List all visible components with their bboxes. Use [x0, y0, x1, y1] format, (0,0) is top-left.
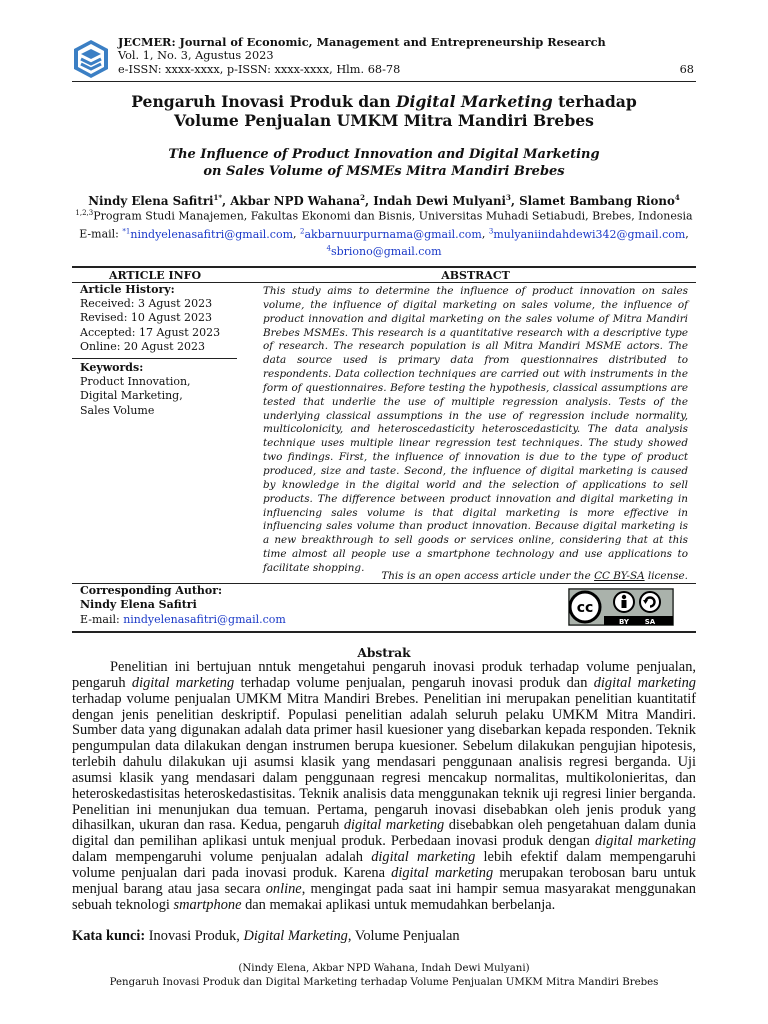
journal-logo-icon: [72, 38, 110, 80]
abstrak-italic-term: digital marketing: [391, 864, 494, 881]
abstract-header: ABSTRACT: [441, 269, 510, 282]
author-sup: 3: [506, 193, 511, 202]
info-divider: [72, 358, 237, 359]
abstrak-segment: lebih efektif dalam mempengaruhi volume penjualan dari pada inovasi produk. Karena: [72, 849, 696, 881]
footer-authors: (Nindy Elena, Akbar NPD Wahana, Indah Dewi Mulyani): [238, 963, 530, 974]
affiliation: [72, 209, 696, 223]
title-part1: Pengaruh Inovasi Produk dan: [131, 92, 397, 111]
email-link: [300, 228, 482, 241]
abstrak-italic-term: smartphone: [173, 896, 242, 913]
date-online: Online: 20 Agust 2023: [80, 339, 206, 353]
abstrak-italic-term: digital marketing: [131, 674, 235, 691]
kata-kunci: [72, 928, 696, 945]
title-part2: terhadap: [552, 92, 637, 111]
corresponding-email[interactable]: nindyelenasafitri@gmail.com: [123, 612, 286, 626]
journal-volume: Vol. 1, No. 3, Agustus 2023: [118, 49, 274, 62]
title-line2: Volume Penjualan UMKM Mitra Mandiri Brebes: [174, 111, 594, 130]
cc-label: cc: [576, 600, 594, 616]
by-label: BY: [618, 618, 630, 626]
abstrak-italic-term: digital marketing: [371, 849, 476, 866]
kata-kunci-label: Kata kunci:: [72, 928, 146, 944]
affiliation-sup: 1,2,3: [75, 209, 94, 217]
email-sup: 4: [326, 244, 331, 253]
sa-label: SA: [644, 618, 656, 626]
email-link: [326, 245, 441, 258]
author-name: Nindy Elena Safitri: [88, 193, 214, 208]
keywords-block: [80, 361, 236, 418]
article-info-header: ARTICLE INFO: [108, 269, 202, 282]
abstrak-text: [72, 660, 696, 914]
corresponding-author: [80, 584, 286, 627]
corresponding-label: Corresponding Author:: [80, 584, 223, 597]
corresponding-name: Nindy Elena Safitri: [80, 598, 197, 612]
subtitle-line2: on Sales Volume of MSMEs Mitra Mandiri Brebes: [203, 164, 565, 179]
email-sup: *1: [122, 227, 131, 235]
affiliation-text: Program Studi Manajemen, Fakultas Ekonomi dan Bisnis, Universitas Muhadi Setiabudi, Brebes, Indonesia: [93, 209, 693, 223]
abstrak-italic-term: digital marketing: [595, 833, 697, 850]
abstrak-segment: terhadap volume penjualan, pengaruh inovasi produk dan: [234, 674, 594, 691]
abstrak-segment: dalam mempengaruhi volume penjualan adalah: [72, 849, 372, 866]
kata-kunci-italic: Digital Marketing: [243, 928, 348, 944]
page-number: 68: [679, 63, 694, 76]
title-italic: Digital Marketing: [396, 92, 553, 111]
corresponding-email-label: E-mail:: [80, 612, 124, 626]
license-note: [263, 570, 688, 582]
email-sup: 2: [300, 227, 305, 235]
license-text-end: license.: [644, 570, 688, 582]
paper-title: [72, 92, 696, 130]
article-history: [80, 283, 236, 354]
journal-name: JECMER: Journal of Economic, Management and Entrepreneurship Research: [118, 35, 606, 49]
author-name: Slamet Bambang Riono: [519, 193, 675, 208]
table-bottom-rule: [72, 631, 696, 633]
email-address[interactable]: mulyaniindahdewi342@gmail.com: [493, 227, 686, 241]
author-sup: 4: [674, 193, 680, 202]
author-sup: 2: [360, 193, 365, 202]
footer-title: Pengaruh Inovasi Produk dan Digital Marketing terhadap Volume Penjualan UMKM Mitra Mandiri Brebes: [109, 977, 659, 988]
paper-subtitle: [72, 146, 696, 180]
keyword-item: Product Innovation,: [80, 375, 191, 389]
kata-kunci-value: Inovasi Produk,: [145, 928, 244, 944]
abstrak-italic-term: online: [265, 880, 302, 897]
abstrak-segment: disebabkan oleh pengetahuan dalam dunia digital dan pemilihan aplikasi untuk menjual produk. Perbedaan inovasi produk dengan: [72, 817, 696, 850]
author-name: Indah Dewi Mulyani: [373, 193, 507, 208]
abstrak-heading: Abstrak: [357, 646, 411, 660]
license-text: This is an open access article under the: [381, 570, 595, 582]
author-name: Akbar NPD Wahana: [230, 193, 361, 208]
date-revised: Revised: 10 Agust 2023: [80, 311, 213, 325]
keyword-item: Sales Volume: [80, 403, 155, 417]
email-link: [122, 228, 293, 241]
email-address[interactable]: nindyelenasafitri@gmail.com: [130, 227, 293, 241]
author-sup: 1*: [213, 193, 223, 202]
header-divider: [72, 81, 696, 82]
abstrak-segment: dan memakai aplikasi untuk memudahkan berbelanja.: [241, 896, 556, 913]
date-accepted: Accepted: 17 Agust 2023: [80, 325, 221, 339]
email-address[interactable]: sbriono@gmail.com: [330, 245, 442, 259]
abstrak-italic-term: digital marketing: [343, 817, 445, 834]
keywords-label: Keywords:: [80, 361, 144, 374]
abstrak-segment: Penelitian ini bertujuan nntuk mengetahui pengaruh inovasi produk terhadap volume penjualan, pengaruh: [72, 659, 696, 691]
keyword-item: Digital Marketing,: [80, 389, 183, 403]
subtitle-line1: The Influence of Product Innovation and Digital Marketing: [168, 147, 600, 162]
abstrak-segment: , mengingat pada saat ini hampir semua masyarakat menggunakan sebuah teknologi: [72, 880, 696, 913]
journal-header: [118, 35, 606, 77]
date-received: Received: 3 Agust 2023: [80, 297, 213, 311]
email-link: [489, 228, 685, 241]
abstrak-segment: merupakan terobosan baru untuk menjual barang atau jasa secara: [72, 864, 696, 897]
journal-issn: e-ISSN: xxxx-xxxx, p-ISSN: xxxx-xxxx, Hlm. 68-78: [118, 63, 401, 76]
email-sup: 3: [488, 227, 494, 235]
license-link[interactable]: CC BY-SA: [594, 570, 645, 582]
cc-by-sa-icon[interactable]: [568, 588, 674, 626]
abstrak-italic-term: digital marketing: [593, 674, 696, 691]
history-label: Article History:: [80, 283, 175, 296]
kata-kunci-value-end: , Volume Penjualan: [347, 928, 460, 944]
author-emails: E-mail: $^{*1}$nindyelenasafitri@gmail.com, $^2$akbarnuurpurnama@gmail.com, $^3$mulyaniindahdewi342@gmail.com, $^4$sbriono@gmail.com: [79, 227, 689, 259]
email-address[interactable]: akbarnuurpurnama@gmail.com: [304, 227, 482, 241]
email-label: E-mail:: [79, 227, 123, 241]
author-list: Nindy Elena Safitri$^{1*}$, Akbar NPD Wahana$^2$, Indah Dewi Mulyani$^3$, Slamet Bambang Riono$^4$: [88, 193, 680, 208]
abstrak-segment: terhadap volume penjualan UMKM Mitra Mandiri Brebes. Penelitian ini merupakan penelitian kuantitatif dengan jenis penelitian deskriptif. Populasi penelitian adalah seluruh pelaku UMKM Mitra Mandiri. Sumber data yang digunakan adalah data primer hasil kuesioner yang disebarkan kepada responden. Teknik pengumpulan data dilakukan dengan instrumen berupa kuesioner. Sebelum dilakukan pengujian hipotesis, terlebih dahulu dilakukan uji asumsi klasik yang mendasari penggunaan analisis regresi berganda. Uji asumsi klasik yang mendasari dalam penggunaan regresi mencakup normalitas, multikolonieritas, dan heteroskedastisitas heteroskedastisitas. Teknik analisis data menggunakan teknik uji regresi linier berganda. Penelitian ini menunjukan dua temuan. Pertama, pengaruh inovasi disebabkan oleh jenis produk yang dihasilkan, ukuran dan rasa. Kedua, pengaruh: [72, 690, 696, 834]
table-top-rule: [72, 266, 696, 268]
abstract-text: This study aims to determine the influence of product innovation on sales volume, the influence of digital marketing on sales volume, the influence of product innovation and digital marketing on the sales volume of Mitra Mandiri Brebes MSMEs. This research is a quantitative research with a descriptive type of research. The research population is all Mitra Mandiri MSME actors. The data source used is primary data from questionnaires distributed to respondents. Data collection techniques are carried out with instruments in the form of questionnaires. Before testing the hypothesis, classical assumptions are tested that underlie the use of multiple regression analysis. Tests of the underlying classical assumptions in the use of regression include normality, multicolonicity, and heteroscedasticity heteroscedasticity. The data analysis technique uses multiple linear regression test techniques. The study showed two findings. First, the influence of innovation is due to the type of product produced, size and taste. Second, the influence of digital marketing is caused by knowledge in the digital world and the selection of applications to sell products. The difference between product innovation and digital marketing in influencing sales volume is that digital marketing is more effective in influencing sales volume than product innovation. Because digital marketing is a new breakthrough to sell goods or services online, considering that at this time almost all people use a smartphone technology and use applications to facilitate shopping.: [263, 285, 688, 574]
